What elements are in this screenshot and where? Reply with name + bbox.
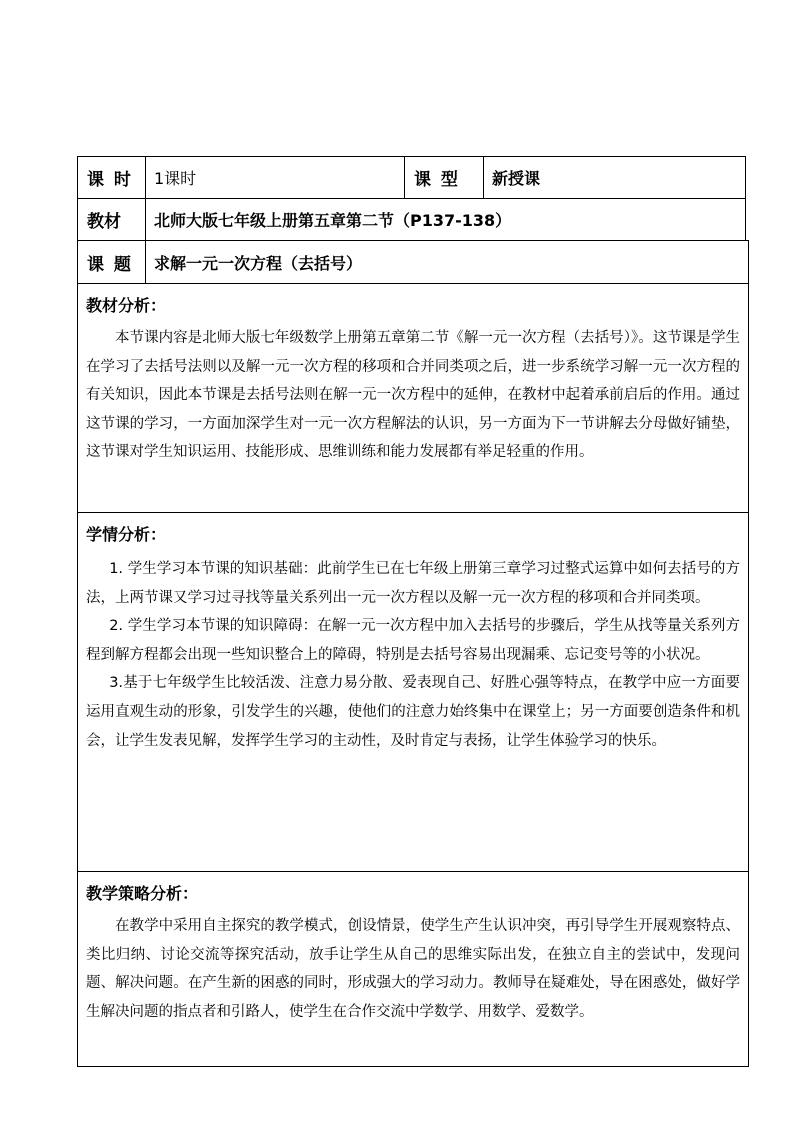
- kexing-value: 新授课: [492, 169, 541, 188]
- section-title: 教材分析：: [86, 296, 167, 315]
- section-paragraph: 在教学中采用自主探究的教学模式，创设情景，使学生产生认识冲突，再引导学生开展观察特点、类比归纳、讨论交流等探究活动，放手让学生从自己的思维实际出发，在独立自主的尝试中，发现问题、解决问题。在产生新的困惑的同时，形成强大的学习动力。教师导在疑难处，导在困惑处，做好学生解决问题的指点者和引路人，使学生在合作交流中学数学、用数学、爱数学。: [86, 918, 740, 1020]
- jiaocai-value: 北师大版七年级上册第五章第二节（P137-138）: [154, 211, 512, 230]
- section-paragraph: 1. 学生学习本节课的知识基础：此前学生已在七年级上册第三章学习过整式运算中如何去括号的方法，上两节课又学习过寻找等量关系列出一元一次方程以及解一元一次方程的移项和合并同类项。: [86, 561, 740, 606]
- jiaocai-label-cell: [77, 198, 146, 241]
- section-paragraph: 3.基于七年级学生比较活泼、注意力易分散、爱表现自己、好胜心强等特点，在教学中应一方面要运用直观生动的形象，引发学生的兴趣，使他们的注意力始终集中在课堂上；另一方面要创造条件和机会，让学生发表见解，发挥学生学习的主动性，及时肯定与表扬，让学生体验学习的快乐。: [86, 675, 740, 749]
- section-title: 教学策略分析：: [86, 884, 199, 903]
- section-paragraph: 本节课内容是北师大版七年级数学上册第五章第二节《解一元一次方程（去括号）》。这节课是学生在学习了去括号法则以及解一元一次方程的移项和合并同类项之后，进一步系统学习解一元一次方程的有关知识，因此本节课是去括号法则在解一元一次方程中的延伸，在教材中起着承前启后的作用。通过这节课的学习，一方面加深学生对一元一次方程解法的认识，另一方面为下一节讲解去分母做好铺垫，这节课对学生知识运用、技能形成、思维训练和能力发展都有举足轻重的作用。: [86, 330, 740, 461]
- keti-label: 课 题: [87, 254, 133, 275]
- kexing-value-cell: [483, 156, 746, 199]
- keshi-label-cell: [77, 156, 146, 199]
- keti-label-cell: [77, 240, 146, 284]
- kexing-label-cell: [404, 156, 484, 199]
- jiaocai-value-cell: [145, 198, 746, 241]
- keshi-label: 课 时: [87, 170, 133, 190]
- jiaocai-label: 教材: [87, 212, 121, 232]
- section-title: 学情分析：: [86, 525, 167, 544]
- keti-value: 求解一元一次方程（去括号）: [154, 253, 363, 273]
- keshi-value-cell: [145, 156, 405, 199]
- kexing-label: 课 型: [414, 170, 460, 190]
- keshi-value: 1课时: [154, 169, 197, 188]
- section-paragraph: 2. 学生学习本节课的知识障碍：在解一元一次方程中加入去括号的步骤后，学生从找等量关系列方程到解方程都会出现一些知识整合上的障碍，特别是去括号容易出现漏乘、忘记变号等的小状况。: [86, 618, 740, 663]
- keti-value-cell: [145, 240, 749, 284]
- teaching-strategy-section: [77, 871, 749, 1067]
- student-analysis-section: [77, 512, 749, 872]
- textbook-analysis-section: [77, 283, 749, 513]
